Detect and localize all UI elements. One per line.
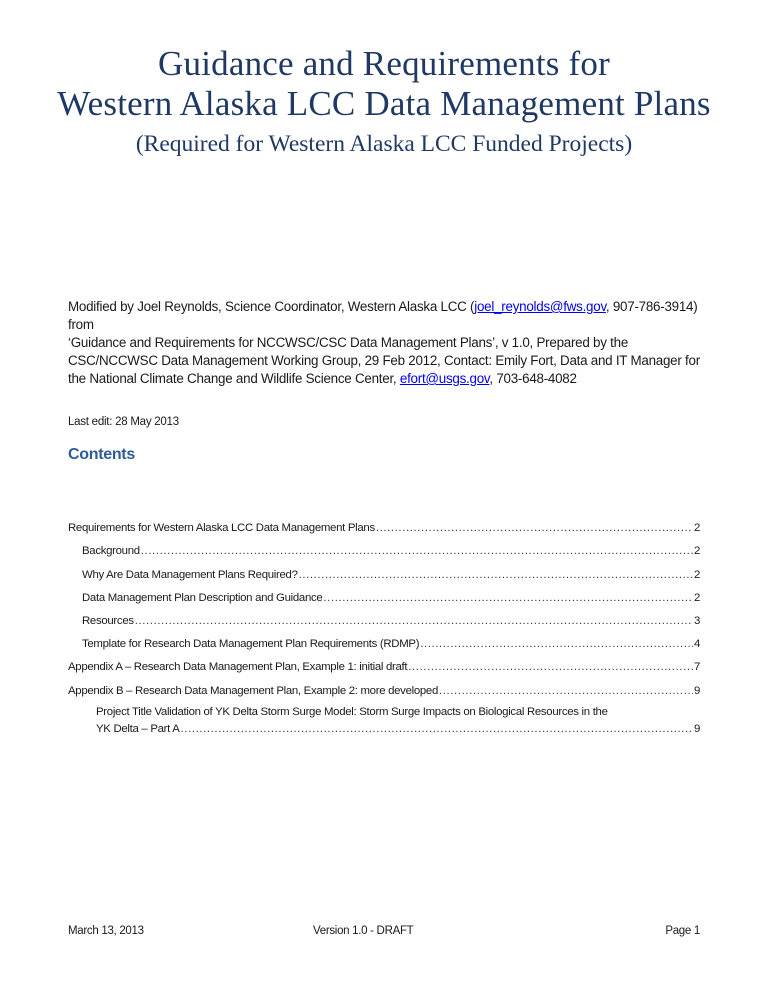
toc-entry-label: Why Are Data Management Plans Required? bbox=[82, 568, 298, 581]
toc-leader-dots bbox=[439, 685, 693, 697]
toc-leader-dots bbox=[323, 592, 693, 604]
contents-heading: Contents bbox=[68, 446, 135, 463]
footer-version: Version 1.0 - DRAFT bbox=[313, 925, 414, 937]
toc-entry-page: 4 bbox=[693, 638, 700, 651]
toc-entry-label: Appendix B – Research Data Management Plan, Example 2: more developed bbox=[68, 684, 438, 697]
toc-entry-page: 2 bbox=[693, 591, 700, 604]
toc-entry-page: 7 bbox=[693, 661, 700, 674]
toc-entry-label: Requirements for Western Alaska LCC Data Management Plans bbox=[68, 522, 375, 535]
toc-leader-dots bbox=[299, 569, 693, 581]
toc-entry-label: Resources bbox=[82, 614, 134, 627]
toc-leader-dots bbox=[376, 522, 693, 534]
toc-leader-dots bbox=[408, 661, 693, 673]
document-title-line-2: Western Alaska LCC Data Management Plans bbox=[57, 84, 711, 123]
table-of-contents bbox=[68, 511, 700, 738]
toc-entry[interactable] bbox=[68, 650, 700, 673]
toc-entry[interactable] bbox=[68, 673, 700, 696]
document-subtitle: (Required for Western Alaska LCC Funded Projects) bbox=[135, 131, 633, 157]
modified-by-paragraph bbox=[68, 298, 708, 388]
toc-entry-page: 9 bbox=[693, 684, 700, 697]
toc-entry-page: 9 bbox=[693, 722, 700, 735]
footer-page-number: Page 1 bbox=[665, 925, 700, 937]
toc-leader-dots bbox=[141, 545, 693, 557]
toc-entry[interactable] bbox=[68, 604, 700, 627]
toc-entry-page: 2 bbox=[693, 568, 700, 581]
modified-text-part-1: Modified by Joel Reynolds, Science Coordinator, Western Alaska LCC ( bbox=[68, 299, 475, 314]
footer-date: March 13, 2013 bbox=[68, 925, 144, 937]
document-title-line-1: Guidance and Requirements for bbox=[158, 44, 610, 83]
email-link-joel-reynolds[interactable]: joel_reynolds@fws.gov bbox=[474, 299, 606, 314]
toc-entry-page: 2 bbox=[693, 545, 700, 558]
modified-text-part-3: ‘Guidance and Requirements for NCCWSC/CSC Data Management Plans’, v 1.0, Prepared by the CSC/NCCWSC Data Management Working Group, 29 Feb 2012, Contact: Emily Fort, Data and IT Manager for the National Climate Change and Wildlife Science Center, bbox=[68, 335, 700, 386]
toc-entry[interactable] bbox=[68, 627, 700, 650]
toc-entry-label: Template for Research Data Management Plan Requirements (RDMP) bbox=[82, 638, 420, 651]
email-link-emily-fort[interactable]: efort@usgs.gov bbox=[399, 371, 490, 386]
toc-leader-dots bbox=[181, 721, 693, 738]
toc-entry-page: 2 bbox=[693, 522, 700, 535]
toc-entry[interactable] bbox=[68, 534, 700, 557]
toc-entry-label-line-1: Project Title Validation of YK Delta Storm Surge Model: Storm Surge Impacts on Biological Resources in the bbox=[96, 705, 608, 718]
modified-text-part-4: , 703-648-4082 bbox=[489, 371, 577, 386]
source-document-text bbox=[68, 334, 708, 388]
toc-entry-label: Appendix A – Research Data Management Plan, Example 1: initial draft bbox=[68, 661, 408, 674]
toc-entry-line-2 bbox=[96, 721, 700, 738]
toc-entry-label: Background bbox=[82, 545, 140, 558]
toc-entry-label: Data Management Plan Description and Guidance bbox=[82, 591, 323, 604]
modified-by-text bbox=[68, 298, 708, 334]
page-footer bbox=[68, 925, 700, 941]
toc-leader-dots bbox=[135, 615, 693, 627]
title-block bbox=[0, 44, 768, 158]
last-edit-date: Last edit: 28 May 2013 bbox=[68, 416, 179, 428]
toc-entry-page: 3 bbox=[693, 614, 700, 627]
toc-entry[interactable] bbox=[68, 697, 700, 738]
toc-entry-label-line-2: YK Delta – Part A bbox=[96, 722, 180, 735]
toc-entry[interactable] bbox=[68, 511, 700, 534]
toc-entry[interactable] bbox=[68, 557, 700, 580]
modified-text-part-2: , 907-786-3914) from bbox=[68, 299, 698, 332]
toc-entry[interactable] bbox=[68, 581, 700, 604]
toc-leader-dots bbox=[420, 638, 693, 650]
